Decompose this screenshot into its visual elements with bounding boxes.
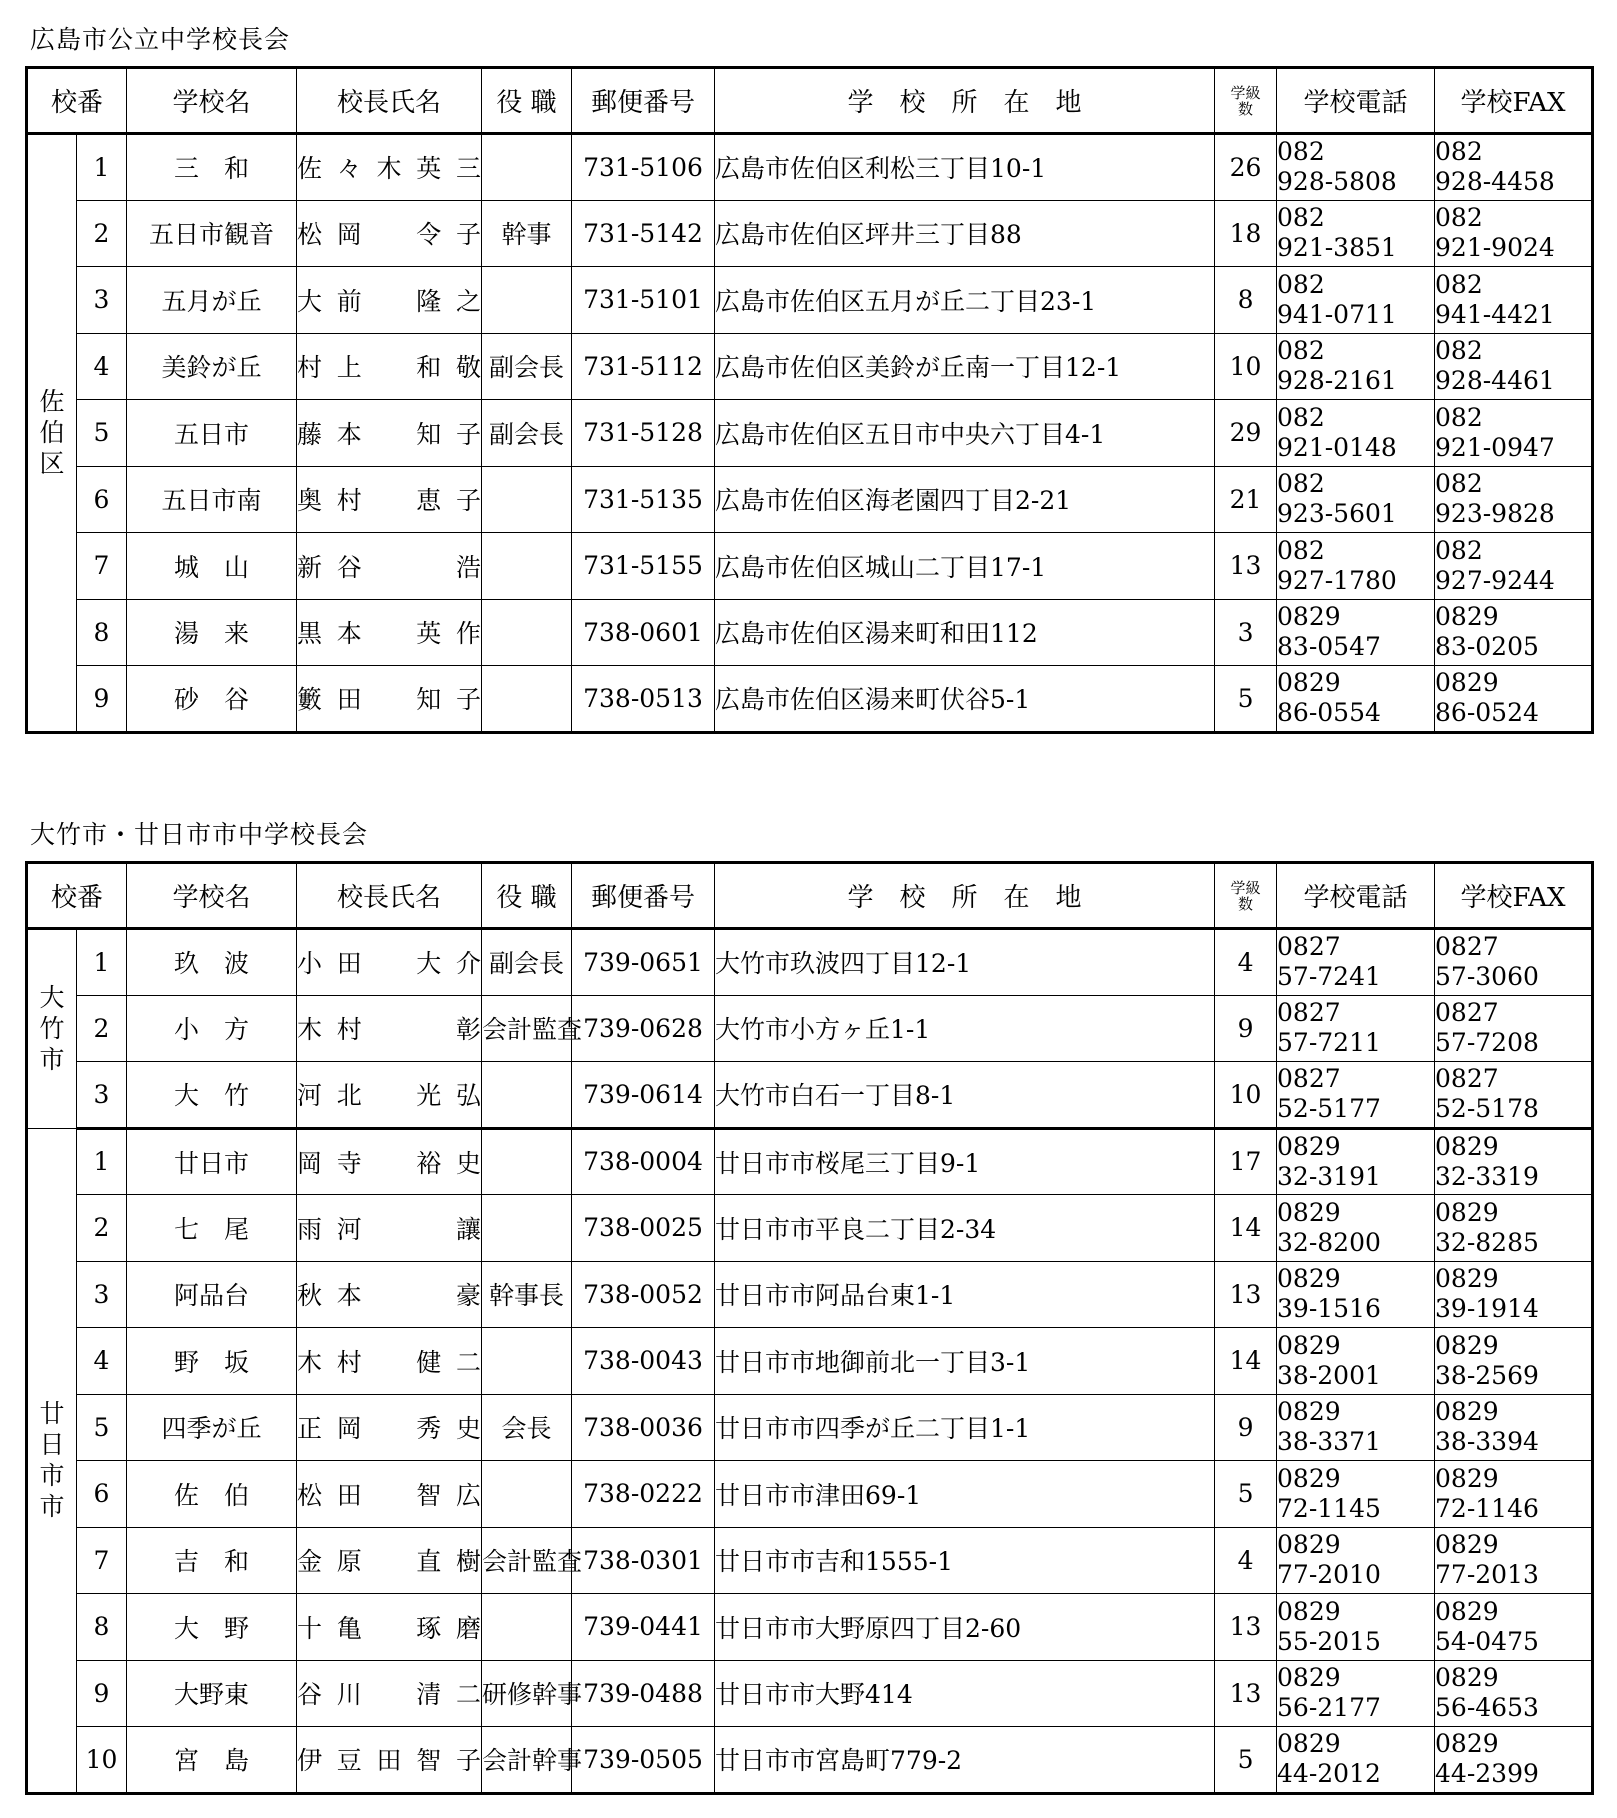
school-number: 5 (77, 1394, 127, 1461)
school-name: 五月が丘 (127, 267, 297, 334)
school-number: 1 (77, 1128, 127, 1195)
school-phone: 082 921-0148 (1277, 400, 1435, 467)
header-phone: 学校電話 (1277, 68, 1435, 134)
school-fax: 0829 44-2399 (1435, 1727, 1593, 1794)
school-fax: 082 928-4461 (1435, 333, 1593, 400)
class-count: 3 (1215, 599, 1277, 666)
school-name: 砂 谷 (127, 666, 297, 733)
school-address: 広島市佐伯区坪井三丁目88 (715, 200, 1215, 267)
class-count: 10 (1215, 333, 1277, 400)
school-name: 阿品台 (127, 1261, 297, 1328)
school-phone: 082 928-2161 (1277, 333, 1435, 400)
district-label: 大 竹 市 (27, 929, 77, 1129)
table-row (27, 1128, 1593, 1195)
principal-name: 小田 大介 (297, 929, 482, 996)
role (482, 1328, 572, 1395)
school-address: 広島市佐伯区城山二丁目17-1 (715, 533, 1215, 600)
class-count: 29 (1215, 400, 1277, 467)
school-fax: 0827 57-3060 (1435, 929, 1593, 996)
principal-name: 正岡 秀史 (297, 1394, 482, 1461)
postal-code: 738-0601 (572, 599, 715, 666)
principal-name: 十亀 琢磨 (297, 1594, 482, 1661)
table-row (27, 1527, 1593, 1594)
school-number: 1 (77, 134, 127, 201)
class-count: 4 (1215, 1527, 1277, 1594)
principal-name: 奥村 恵子 (297, 466, 482, 533)
principal-name: 村上 和敬 (297, 333, 482, 400)
principal-name: 木村 彰 (297, 995, 482, 1062)
header-postal: 郵便番号 (572, 863, 715, 929)
school-name: 五日市 (127, 400, 297, 467)
class-count: 9 (1215, 1394, 1277, 1461)
table-row (27, 1062, 1593, 1129)
principal-name: 籔田 知子 (297, 666, 482, 733)
class-count: 9 (1215, 995, 1277, 1062)
school-fax: 0829 38-3394 (1435, 1394, 1593, 1461)
school-number: 3 (77, 267, 127, 334)
school-address: 廿日市市宮島町779-2 (715, 1727, 1215, 1794)
table-row (27, 1594, 1593, 1661)
school-address: 廿日市市吉和1555-1 (715, 1527, 1215, 1594)
school-number: 9 (77, 666, 127, 733)
postal-code: 739-0505 (572, 1727, 715, 1794)
school-name: 三 和 (127, 134, 297, 201)
class-count: 26 (1215, 134, 1277, 201)
school-phone: 0829 38-3371 (1277, 1394, 1435, 1461)
table-row (27, 666, 1593, 733)
school-number: 8 (77, 599, 127, 666)
class-count: 5 (1215, 666, 1277, 733)
class-count: 5 (1215, 1461, 1277, 1528)
school-number: 4 (77, 333, 127, 400)
postal-code: 738-0036 (572, 1394, 715, 1461)
header-classes: 学級 数 (1215, 863, 1277, 929)
postal-code: 731-5128 (572, 400, 715, 467)
table-row (27, 134, 1593, 201)
role: 会計監査 (482, 995, 572, 1062)
class-count: 13 (1215, 1261, 1277, 1328)
school-number: 6 (77, 466, 127, 533)
role (482, 1128, 572, 1195)
school-fax: 0829 77-2013 (1435, 1527, 1593, 1594)
school-name: 廿日市 (127, 1128, 297, 1195)
school-fax: 0829 39-1914 (1435, 1261, 1593, 1328)
school-fax: 082 921-9024 (1435, 200, 1593, 267)
postal-code: 739-0628 (572, 995, 715, 1062)
school-phone: 082 928-5808 (1277, 134, 1435, 201)
school-address: 広島市佐伯区海老園四丁目2-21 (715, 466, 1215, 533)
postal-code: 738-0043 (572, 1328, 715, 1395)
school-name: 大野東 (127, 1660, 297, 1727)
school-name: 大 竹 (127, 1062, 297, 1129)
header-school-name: 学校名 (127, 863, 297, 929)
principal-name: 木村 健二 (297, 1328, 482, 1395)
postal-code: 731-5112 (572, 333, 715, 400)
class-count: 14 (1215, 1328, 1277, 1395)
school-address: 廿日市市平良二丁目2-34 (715, 1195, 1215, 1262)
role (482, 599, 572, 666)
principal-name: 藤本 知子 (297, 400, 482, 467)
role: 会計監査 (482, 1527, 572, 1594)
school-name: 玖 波 (127, 929, 297, 996)
school-fax: 0829 32-8285 (1435, 1195, 1593, 1262)
postal-code: 731-5135 (572, 466, 715, 533)
header-role: 役 職 (482, 863, 572, 929)
role: 副会長 (482, 929, 572, 996)
role: 会計幹事 (482, 1727, 572, 1794)
school-name: 大 野 (127, 1594, 297, 1661)
postal-code: 731-5106 (572, 134, 715, 201)
postal-code: 738-0052 (572, 1261, 715, 1328)
principal-name: 大前 隆之 (297, 267, 482, 334)
school-name: 七 尾 (127, 1195, 297, 1262)
school-phone: 0827 52-5177 (1277, 1062, 1435, 1129)
role (482, 1461, 572, 1528)
principal-name: 新谷 浩 (297, 533, 482, 600)
school-address: 廿日市市阿品台東1-1 (715, 1261, 1215, 1328)
table-row (27, 1727, 1593, 1794)
table-row (27, 200, 1593, 267)
principal-name: 河北 光弘 (297, 1062, 482, 1129)
principal-name: 雨河 讓 (297, 1195, 482, 1262)
school-fax: 0827 57-7208 (1435, 995, 1593, 1062)
table-row (27, 400, 1593, 467)
class-count: 10 (1215, 1062, 1277, 1129)
school-address: 広島市佐伯区湯来町伏谷5-1 (715, 666, 1215, 733)
school-fax: 082 921-0947 (1435, 400, 1593, 467)
table-row (27, 599, 1593, 666)
header-school-no: 校番 (27, 68, 127, 134)
school-fax: 082 927-9244 (1435, 533, 1593, 600)
principal-name: 黒本 英作 (297, 599, 482, 666)
school-phone: 0827 57-7211 (1277, 995, 1435, 1062)
school-phone: 0829 83-0547 (1277, 599, 1435, 666)
school-phone: 082 941-0711 (1277, 267, 1435, 334)
postal-code: 731-5101 (572, 267, 715, 334)
school-address: 廿日市市桜尾三丁目9-1 (715, 1128, 1215, 1195)
school-fax: 0829 86-0524 (1435, 666, 1593, 733)
school-address: 広島市佐伯区利松三丁目10-1 (715, 134, 1215, 201)
school-fax: 0829 38-2569 (1435, 1328, 1593, 1395)
school-phone: 0827 57-7241 (1277, 929, 1435, 996)
school-phone: 0829 55-2015 (1277, 1594, 1435, 1661)
school-number: 1 (77, 929, 127, 996)
postal-code: 739-0441 (572, 1594, 715, 1661)
school-phone: 0829 39-1516 (1277, 1261, 1435, 1328)
header-role: 役 職 (482, 68, 572, 134)
header-phone: 学校電話 (1277, 863, 1435, 929)
principal-name: 佐々木英三 (297, 134, 482, 201)
school-phone: 0829 32-3191 (1277, 1128, 1435, 1195)
school-phone: 0829 77-2010 (1277, 1527, 1435, 1594)
role (482, 134, 572, 201)
role (482, 1062, 572, 1129)
school-number: 9 (77, 1660, 127, 1727)
school-fax: 0829 32-3319 (1435, 1128, 1593, 1195)
postal-code: 739-0614 (572, 1062, 715, 1129)
school-address: 廿日市市大野原四丁目2-60 (715, 1594, 1215, 1661)
postal-code: 738-0301 (572, 1527, 715, 1594)
school-address: 廿日市市四季が丘二丁目1-1 (715, 1394, 1215, 1461)
role (482, 666, 572, 733)
school-address: 廿日市市津田69-1 (715, 1461, 1215, 1528)
school-name: 吉 和 (127, 1527, 297, 1594)
section-title-otake-hatsukaichi: 大竹市・廿日市市中学校長会 (30, 820, 369, 849)
table-row (27, 1660, 1593, 1727)
role (482, 466, 572, 533)
header-classes: 学級 数 (1215, 68, 1277, 134)
class-count: 5 (1215, 1727, 1277, 1794)
school-name: 宮 島 (127, 1727, 297, 1794)
postal-code: 739-0651 (572, 929, 715, 996)
school-fax: 082 941-4421 (1435, 267, 1593, 334)
school-address: 大竹市小方ヶ丘1-1 (715, 995, 1215, 1062)
school-number: 2 (77, 200, 127, 267)
postal-code: 738-0004 (572, 1128, 715, 1195)
table-row (27, 1461, 1593, 1528)
principal-name: 谷川 清二 (297, 1660, 482, 1727)
class-count: 14 (1215, 1195, 1277, 1262)
table-row (27, 995, 1593, 1062)
school-number: 3 (77, 1062, 127, 1129)
school-phone: 0829 32-8200 (1277, 1195, 1435, 1262)
school-number: 2 (77, 995, 127, 1062)
school-fax: 0829 54-0475 (1435, 1594, 1593, 1661)
section-title-hiroshima: 広島市公立中学校長会 (30, 25, 291, 54)
header-school-no: 校番 (27, 863, 127, 929)
school-name: 湯 来 (127, 599, 297, 666)
class-count: 17 (1215, 1128, 1277, 1195)
school-name: 城 山 (127, 533, 297, 600)
role (482, 533, 572, 600)
school-fax: 0829 72-1146 (1435, 1461, 1593, 1528)
header-principal: 校長氏名 (297, 863, 482, 929)
role: 幹事長 (482, 1261, 572, 1328)
header-school-name: 学校名 (127, 68, 297, 134)
principal-name: 金原 直樹 (297, 1527, 482, 1594)
school-address: 大竹市玖波四丁目12-1 (715, 929, 1215, 996)
postal-code: 739-0488 (572, 1660, 715, 1727)
school-table-hiroshima (25, 66, 1594, 734)
school-number: 7 (77, 1527, 127, 1594)
header-address: 学 校 所 在 地 (715, 863, 1215, 929)
postal-code: 738-0025 (572, 1195, 715, 1262)
school-fax: 0829 83-0205 (1435, 599, 1593, 666)
role: 副会長 (482, 333, 572, 400)
role: 研修幹事 (482, 1660, 572, 1727)
school-phone: 082 927-1780 (1277, 533, 1435, 600)
table-row (27, 466, 1593, 533)
school-fax: 082 923-9828 (1435, 466, 1593, 533)
school-number: 6 (77, 1461, 127, 1528)
role (482, 267, 572, 334)
school-address: 広島市佐伯区美鈴が丘南一丁目12-1 (715, 333, 1215, 400)
school-phone: 0829 56-2177 (1277, 1660, 1435, 1727)
header-principal: 校長氏名 (297, 68, 482, 134)
school-number: 4 (77, 1328, 127, 1395)
class-count: 21 (1215, 466, 1277, 533)
school-name: 四季が丘 (127, 1394, 297, 1461)
postal-code: 731-5155 (572, 533, 715, 600)
table-row (27, 533, 1593, 600)
postal-code: 731-5142 (572, 200, 715, 267)
table-row (27, 1328, 1593, 1395)
principal-name: 松岡 令子 (297, 200, 482, 267)
principal-name: 伊豆田智子 (297, 1727, 482, 1794)
principal-name: 秋本 豪 (297, 1261, 482, 1328)
class-count: 13 (1215, 1660, 1277, 1727)
school-fax: 0829 56-4653 (1435, 1660, 1593, 1727)
school-fax: 0827 52-5178 (1435, 1062, 1593, 1129)
role: 幹事 (482, 200, 572, 267)
school-table-otake-hatsukaichi (25, 861, 1594, 1795)
school-address: 広島市佐伯区五月が丘二丁目23-1 (715, 267, 1215, 334)
school-phone: 082 923-5601 (1277, 466, 1435, 533)
school-number: 2 (77, 1195, 127, 1262)
school-address: 広島市佐伯区五日市中央六丁目4-1 (715, 400, 1215, 467)
class-count: 13 (1215, 533, 1277, 600)
header-fax: 学校FAX (1435, 863, 1593, 929)
school-name: 佐 伯 (127, 1461, 297, 1528)
table-row (27, 333, 1593, 400)
postal-code: 738-0222 (572, 1461, 715, 1528)
role (482, 1195, 572, 1262)
table-row (27, 1394, 1593, 1461)
school-number: 8 (77, 1594, 127, 1661)
school-phone: 0829 72-1145 (1277, 1461, 1435, 1528)
school-phone: 082 921-3851 (1277, 200, 1435, 267)
header-postal: 郵便番号 (572, 68, 715, 134)
principal-name: 松田 智広 (297, 1461, 482, 1528)
school-address: 廿日市市大野414 (715, 1660, 1215, 1727)
table-row (27, 1195, 1593, 1262)
postal-code: 738-0513 (572, 666, 715, 733)
table-row (27, 267, 1593, 334)
class-count: 8 (1215, 267, 1277, 334)
school-fax: 082 928-4458 (1435, 134, 1593, 201)
role (482, 1594, 572, 1661)
school-name: 野 坂 (127, 1328, 297, 1395)
class-count: 13 (1215, 1594, 1277, 1661)
school-name: 五日市観音 (127, 200, 297, 267)
school-number: 5 (77, 400, 127, 467)
school-address: 大竹市白石一丁目8-1 (715, 1062, 1215, 1129)
school-number: 3 (77, 1261, 127, 1328)
school-address: 廿日市市地御前北一丁目3-1 (715, 1328, 1215, 1395)
principal-name: 岡寺 裕史 (297, 1128, 482, 1195)
role: 会長 (482, 1394, 572, 1461)
header-address: 学 校 所 在 地 (715, 68, 1215, 134)
school-name: 五日市南 (127, 466, 297, 533)
role: 副会長 (482, 400, 572, 467)
district-label: 廿 日 市 市 (27, 1128, 77, 1793)
table-row (27, 929, 1593, 996)
school-number: 7 (77, 533, 127, 600)
school-phone: 0829 86-0554 (1277, 666, 1435, 733)
school-name: 美鈴が丘 (127, 333, 297, 400)
class-count: 18 (1215, 200, 1277, 267)
school-phone: 0829 44-2012 (1277, 1727, 1435, 1794)
table-row (27, 1261, 1593, 1328)
school-number: 10 (77, 1727, 127, 1794)
school-address: 広島市佐伯区湯来町和田112 (715, 599, 1215, 666)
school-name: 小 方 (127, 995, 297, 1062)
header-fax: 学校FAX (1435, 68, 1593, 134)
class-count: 4 (1215, 929, 1277, 996)
school-phone: 0829 38-2001 (1277, 1328, 1435, 1395)
district-label: 佐 伯 区 (27, 134, 77, 733)
